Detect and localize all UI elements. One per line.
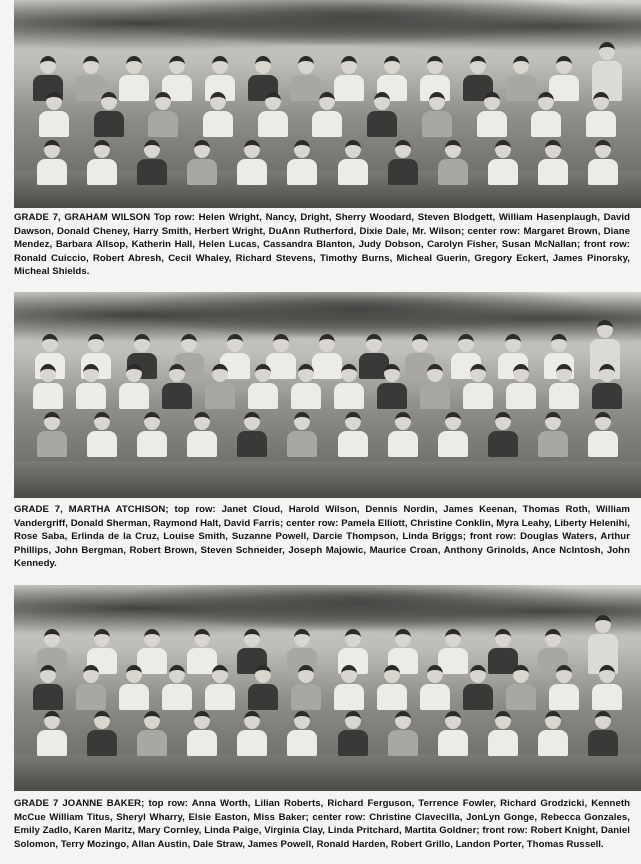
figure-torso [87, 431, 117, 457]
class-photo-joanne-baker [14, 585, 641, 791]
figure-head [194, 412, 210, 430]
student-figure [37, 711, 67, 756]
student-figure [334, 665, 364, 710]
student-figure [187, 711, 217, 756]
student-figure [287, 711, 317, 756]
student-figure [531, 92, 561, 137]
figure-head [595, 140, 611, 158]
student-figure [588, 412, 618, 457]
figure-head [144, 629, 160, 647]
student-figure [248, 665, 278, 710]
student-figure [287, 140, 317, 185]
figure-head [42, 334, 58, 352]
figure-head [395, 711, 411, 729]
figure-head [345, 711, 361, 729]
figure-head [126, 56, 142, 74]
student-figure [291, 665, 321, 710]
figure-head [538, 92, 554, 110]
figure-torso [33, 684, 63, 710]
figure-torso [248, 684, 278, 710]
student-figure [187, 412, 217, 457]
figure-torso [586, 111, 616, 137]
photo-front-row [27, 711, 629, 756]
figure-torso [205, 383, 235, 409]
figure-head [46, 92, 62, 110]
figure-torso [338, 159, 368, 185]
figure-head [212, 665, 228, 683]
student-figure [438, 711, 468, 756]
figure-head [341, 364, 357, 382]
figure-head [445, 629, 461, 647]
figure-torso [488, 730, 518, 756]
figure-torso [377, 383, 407, 409]
figure-torso [237, 730, 267, 756]
figure-torso [162, 684, 192, 710]
figure-head [83, 364, 99, 382]
figure-torso [187, 431, 217, 457]
figure-head [169, 56, 185, 74]
figure-head [134, 334, 150, 352]
student-figure [312, 92, 342, 137]
student-figure [549, 665, 579, 710]
figure-head [513, 665, 529, 683]
photo-ground [14, 461, 641, 498]
figure-torso [588, 159, 618, 185]
student-figure [33, 364, 63, 409]
figure-head [298, 364, 314, 382]
figure-torso [258, 111, 288, 137]
figure-head [505, 334, 521, 352]
figure-head [255, 364, 271, 382]
figure-head [470, 665, 486, 683]
figure-torso [438, 730, 468, 756]
figure-torso [187, 730, 217, 756]
figure-head [155, 92, 171, 110]
student-figure [538, 412, 568, 457]
figure-head [101, 92, 117, 110]
figure-torso [162, 383, 192, 409]
student-figure [506, 364, 536, 409]
student-figure [87, 711, 117, 756]
figure-torso [388, 431, 418, 457]
figure-head [593, 92, 609, 110]
figure-torso [94, 111, 124, 137]
student-figure [237, 140, 267, 185]
figure-torso [203, 111, 233, 137]
student-figure [248, 364, 278, 409]
figure-head [94, 412, 110, 430]
figure-head [495, 629, 511, 647]
student-figure [137, 412, 167, 457]
class-caption-joanne-baker: GRADE 7 JOANNE BAKER; top row: Anna Worth, Lilian Roberts, Richard Ferguson, Terrence Fowler, Richard Grodzicki, Kenneth McCue William Titus, Sheryl Wharry, Elsie Easton, Miss Baker; center row: Christine Clavecilla, JonLyn Gonge, Rebecca Gonzales, Emily Zadlo, Karen Maritz, Mary Cornley, Linda Paige, Virginia Clay, Linda Pritchard, Martita Goldner; front row: Robert Knight, Daniel Solomon, Terry Mozingo, Allan Austin, Dale Straw, James Powell, Ronald Harden, Robert Grillo, Landon Porter, Thomas Russell. [14, 798, 630, 850]
figure-head [427, 56, 443, 74]
figure-torso [488, 431, 518, 457]
figure-torso [422, 111, 452, 137]
figure-torso [334, 383, 364, 409]
student-figure [338, 140, 368, 185]
figure-head [294, 140, 310, 158]
student-figure [377, 665, 407, 710]
student-figure [592, 364, 622, 409]
figure-head [255, 56, 271, 74]
figure-head [194, 711, 210, 729]
student-figure [33, 665, 63, 710]
student-figure [422, 92, 452, 137]
figure-torso [312, 111, 342, 137]
student-figure [463, 665, 493, 710]
figure-torso [37, 431, 67, 457]
figure-torso [119, 684, 149, 710]
figure-torso [388, 730, 418, 756]
figure-torso [37, 730, 67, 756]
figure-head [40, 56, 56, 74]
figure-head [556, 364, 572, 382]
figure-head [495, 711, 511, 729]
figure-head [412, 334, 428, 352]
figure-head [395, 140, 411, 158]
figure-torso [420, 684, 450, 710]
student-figure [148, 92, 178, 137]
figure-torso [39, 111, 69, 137]
photo-front-row [27, 140, 629, 185]
figure-head [595, 711, 611, 729]
figure-head [181, 334, 197, 352]
figure-torso [592, 383, 622, 409]
student-figure [76, 665, 106, 710]
student-figure [205, 364, 235, 409]
figure-head [244, 629, 260, 647]
figure-head [212, 364, 228, 382]
student-figure [137, 711, 167, 756]
figure-head [244, 140, 260, 158]
figure-torso [291, 684, 321, 710]
figure-head [395, 629, 411, 647]
figure-head [126, 665, 142, 683]
figure-torso [76, 684, 106, 710]
figure-head [495, 140, 511, 158]
student-figure [119, 665, 149, 710]
student-figure [119, 364, 149, 409]
figure-torso [549, 383, 579, 409]
student-figure [388, 412, 418, 457]
figure-head [341, 665, 357, 683]
figure-head [597, 320, 613, 338]
figure-head [341, 56, 357, 74]
figure-head [94, 140, 110, 158]
figure-head [40, 665, 56, 683]
figure-head [345, 412, 361, 430]
figure-torso [588, 730, 618, 756]
figure-head [427, 364, 443, 382]
student-figure [377, 364, 407, 409]
student-figure [488, 711, 518, 756]
figure-torso [137, 431, 167, 457]
figure-head [144, 140, 160, 158]
student-figure [420, 364, 450, 409]
figure-head [374, 92, 390, 110]
figure-torso [287, 159, 317, 185]
figure-torso [531, 111, 561, 137]
figure-torso [248, 383, 278, 409]
class-caption-martha-atchison: GRADE 7, MARTHA ATCHISON; top row: Janet Cloud, Harold Wilson, Dennis Nordin, James Keenan, Thomas Roth, William Vandergriff, Donald Sherman, Raymond Halt, David Farris; center row: Pamela Elliott, Christine Conklin, Myra Leahy, Liberty Helenihi, Rose Saba, Erlinda de la Cruz, Louise Smith, Suzanne Powell, Darcie Thompson, Linda Briggs; front row: Douglas Waters, Arthur Phillips, John Bergman, Robert Brown, Steven Schneider, Joseph Majowic, Maurice Croan, Anthony Grinolds, Ance NcIntosh, John Kennedy. [14, 504, 630, 569]
student-figure [438, 412, 468, 457]
student-figure [258, 92, 288, 137]
figure-head [126, 364, 142, 382]
student-figure [94, 92, 124, 137]
student-figure [338, 711, 368, 756]
figure-head [144, 412, 160, 430]
figure-torso [37, 159, 67, 185]
figure-torso [488, 159, 518, 185]
class-photo-graham-wilson [14, 0, 641, 208]
figure-torso [334, 684, 364, 710]
student-figure [592, 665, 622, 710]
figure-torso [388, 159, 418, 185]
figure-torso [438, 159, 468, 185]
student-figure [39, 92, 69, 137]
figure-head [265, 92, 281, 110]
figure-torso [538, 730, 568, 756]
figure-head [273, 334, 289, 352]
student-figure [588, 140, 618, 185]
student-figure [438, 140, 468, 185]
figure-head [44, 629, 60, 647]
figure-torso [287, 431, 317, 457]
figure-head [395, 412, 411, 430]
figure-head [429, 92, 445, 110]
figure-torso [87, 159, 117, 185]
figure-head [513, 364, 529, 382]
figure-head [470, 56, 486, 74]
student-figure [162, 364, 192, 409]
figure-torso [87, 730, 117, 756]
figure-torso [377, 684, 407, 710]
student-figure [137, 140, 167, 185]
figure-torso [463, 383, 493, 409]
student-figure [237, 412, 267, 457]
figure-torso [237, 431, 267, 457]
figure-torso [338, 730, 368, 756]
student-figure [291, 364, 321, 409]
figure-torso [592, 684, 622, 710]
student-figure [586, 92, 616, 137]
student-figure [287, 412, 317, 457]
figure-torso [477, 111, 507, 137]
figure-head [94, 711, 110, 729]
figure-head [384, 364, 400, 382]
student-figure [37, 140, 67, 185]
figure-torso [463, 684, 493, 710]
figure-torso [187, 159, 217, 185]
class-photo-martha-atchison [14, 292, 641, 498]
figure-head [88, 334, 104, 352]
figure-head [212, 56, 228, 74]
figure-torso [137, 730, 167, 756]
student-figure [488, 412, 518, 457]
student-figure [538, 140, 568, 185]
figure-torso [420, 383, 450, 409]
figure-head [294, 412, 310, 430]
figure-head [294, 711, 310, 729]
figure-torso [506, 684, 536, 710]
figure-head [445, 711, 461, 729]
student-figure [338, 412, 368, 457]
photo-center-row [27, 364, 629, 409]
figure-head [244, 412, 260, 430]
student-figure [463, 364, 493, 409]
student-figure [187, 140, 217, 185]
figure-head [513, 56, 529, 74]
figure-head [83, 56, 99, 74]
figure-torso [148, 111, 178, 137]
student-figure [506, 665, 536, 710]
class-caption-graham-wilson: GRADE 7, GRAHAM WILSON Top row: Helen Wright, Nancy, Dright, Sherry Woodard, Steven Blodgett, William Hasenplaugh, David Dawson, Donald Cheney, Harry Smith, Herbert Wright, DuAnn Rutherford, Dixie Dale, Mr. Wilson; center row: Margaret Brown, Diane Mendez, Barbara Allsop, Katherin Hall, Helen Lucas, Cassandra Blanton, Judy Dobson, Carolyn Fisher, Susan McNallan; front row: Ronald Cuiccio, Robert Abresh, Cecil Whaley, Richard Stevens, Timothy Burns, Micheal Guerin, Gregory Eckert, James Pinorsky, Micheal Shields. [14, 212, 630, 277]
figure-head [427, 665, 443, 683]
student-figure [549, 364, 579, 409]
figure-torso [291, 383, 321, 409]
figure-torso [237, 159, 267, 185]
photo-ground [14, 754, 641, 791]
figure-head [169, 665, 185, 683]
figure-head [144, 711, 160, 729]
figure-head [470, 364, 486, 382]
figure-head [551, 334, 567, 352]
figure-head [484, 92, 500, 110]
figure-torso [76, 383, 106, 409]
student-figure [477, 92, 507, 137]
figure-head [445, 412, 461, 430]
figure-head [244, 711, 260, 729]
figure-head [599, 665, 615, 683]
figure-head [169, 364, 185, 382]
figure-head [345, 629, 361, 647]
student-figure [237, 711, 267, 756]
figure-head [44, 140, 60, 158]
student-figure [588, 711, 618, 756]
figure-head [545, 629, 561, 647]
figure-head [345, 140, 361, 158]
figure-head [458, 334, 474, 352]
student-figure [388, 711, 418, 756]
student-figure [87, 140, 117, 185]
student-figure [76, 364, 106, 409]
student-figure [367, 92, 397, 137]
student-figure [388, 140, 418, 185]
figure-head [595, 412, 611, 430]
figure-torso [287, 730, 317, 756]
figure-torso [506, 383, 536, 409]
figure-head [366, 334, 382, 352]
figure-head [194, 629, 210, 647]
figure-head [595, 615, 611, 633]
figure-head [445, 140, 461, 158]
figure-torso [119, 383, 149, 409]
figure-head [255, 665, 271, 683]
student-figure [37, 412, 67, 457]
figure-head [384, 56, 400, 74]
figure-head [599, 42, 615, 60]
figure-head [384, 665, 400, 683]
figure-torso [538, 159, 568, 185]
figure-head [545, 140, 561, 158]
photo-center-row [27, 665, 629, 710]
figure-torso [538, 431, 568, 457]
photo-center-row [27, 92, 629, 137]
student-figure [87, 412, 117, 457]
figure-head [227, 334, 243, 352]
figure-head [83, 665, 99, 683]
figure-torso [438, 431, 468, 457]
figure-head [545, 711, 561, 729]
figure-head [319, 334, 335, 352]
figure-head [599, 364, 615, 382]
figure-head [495, 412, 511, 430]
figure-head [298, 665, 314, 683]
student-figure [162, 665, 192, 710]
figure-head [194, 140, 210, 158]
figure-torso [205, 684, 235, 710]
figure-head [545, 412, 561, 430]
figure-torso [367, 111, 397, 137]
student-figure [334, 364, 364, 409]
student-figure [420, 665, 450, 710]
figure-torso [549, 684, 579, 710]
figure-head [294, 629, 310, 647]
student-figure [488, 140, 518, 185]
figure-head [44, 412, 60, 430]
figure-head [94, 629, 110, 647]
figure-head [44, 711, 60, 729]
figure-head [298, 56, 314, 74]
student-figure [205, 665, 235, 710]
figure-torso [338, 431, 368, 457]
photo-front-row [27, 412, 629, 457]
figure-torso [137, 159, 167, 185]
student-figure [203, 92, 233, 137]
student-figure [538, 711, 568, 756]
figure-head [319, 92, 335, 110]
figure-head [210, 92, 226, 110]
figure-head [556, 56, 572, 74]
figure-head [40, 364, 56, 382]
figure-torso [588, 431, 618, 457]
figure-torso [33, 383, 63, 409]
figure-head [556, 665, 572, 683]
